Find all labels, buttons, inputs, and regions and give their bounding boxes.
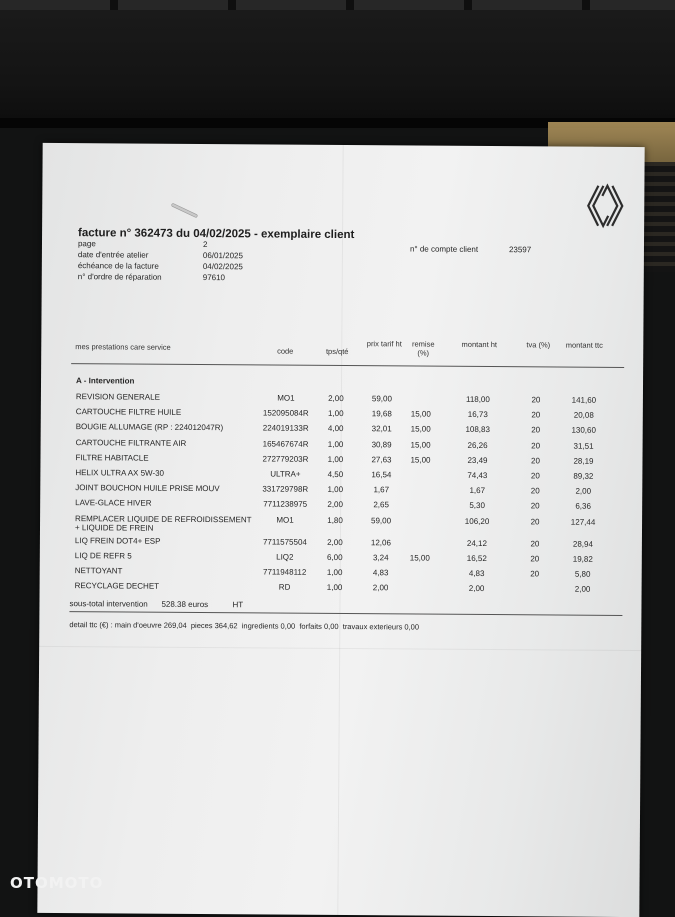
- cell-ht: 23,49: [455, 456, 499, 465]
- cell-price: 59,00: [364, 394, 400, 403]
- subtotal-rule: [69, 611, 622, 616]
- cell-label: REMPLACER LIQUIDE DE REFROIDISSEMENT: [75, 514, 252, 524]
- page-label: page: [78, 239, 96, 248]
- cell-label: LIQ DE REFR 5: [75, 551, 132, 560]
- cell-qty: 1,80: [318, 515, 352, 524]
- parts-value: 364,62: [215, 621, 238, 630]
- cell-label: REVISION GENERALE: [76, 392, 160, 402]
- cell-qty: 2,00: [318, 500, 352, 509]
- ingredients-value: 0,00: [281, 622, 296, 631]
- cell-qty: 2,00: [318, 537, 352, 546]
- repair-order-value: 97610: [203, 273, 225, 282]
- external-value: 0,00: [404, 622, 419, 631]
- external-label: travaux exterieurs: [343, 622, 403, 631]
- cell-discount: 15,00: [403, 440, 439, 449]
- cell-label: LAVE-GLACE HIVER: [75, 499, 151, 509]
- cell-vat: 20: [521, 426, 551, 435]
- cell-ht: 74,43: [455, 471, 499, 480]
- cell-qty: 4,00: [319, 424, 353, 433]
- cell-label: CARTOUCHE FILTRANTE AIR: [76, 438, 187, 448]
- cell-label-continuation: + LIQUIDE DE FREIN: [75, 523, 154, 533]
- cell-code: 272779203R: [240, 454, 330, 464]
- page-value: 2: [203, 240, 208, 249]
- invoice-sheet: [37, 143, 644, 917]
- cell-code: MO1: [240, 515, 330, 525]
- cell-discount: 15,00: [402, 455, 438, 464]
- cell-qty: 6,00: [318, 553, 352, 562]
- cell-vat: 20: [520, 471, 550, 480]
- cell-ht: 5,30: [455, 501, 499, 510]
- cell-vat: 20: [520, 554, 550, 563]
- header-amount-ttc: montant ttc: [561, 341, 607, 350]
- cell-code: RD: [240, 582, 330, 592]
- header-services: mes prestations care service: [75, 342, 171, 352]
- cell-ttc: 130,60: [562, 426, 606, 435]
- cell-label: BOUGIE ALLUMAGE (RP : 224012047R): [76, 423, 224, 433]
- cell-qty: 1,00: [318, 455, 352, 464]
- header-amount-ht: montant ht: [457, 340, 501, 349]
- cell-vat: 20: [521, 410, 551, 419]
- cell-price: 4,83: [363, 568, 399, 577]
- cell-qty: 1,00: [318, 568, 352, 577]
- cell-ttc: 2,00: [561, 585, 605, 594]
- cell-qty: 1,00: [319, 409, 353, 418]
- cell-code: 224019133R: [241, 424, 331, 434]
- cell-vat: 20: [521, 441, 551, 450]
- cell-price: 30,89: [364, 440, 400, 449]
- fold-line-vertical: [337, 145, 343, 915]
- cell-ttc: 28,19: [561, 456, 605, 465]
- cell-price: 59,00: [363, 516, 399, 525]
- cell-price: 1,67: [363, 485, 399, 494]
- subtotal-label: sous-total intervention: [69, 599, 147, 609]
- cell-price: 3,24: [363, 553, 399, 562]
- cell-discount: 15,00: [402, 553, 438, 562]
- labour-label: main d'oeuvre: [115, 620, 162, 629]
- account-value: 23597: [509, 245, 531, 254]
- repair-order-label: n° d'ordre de réparation: [78, 272, 162, 282]
- cell-ttc: 20,08: [562, 411, 606, 420]
- cell-ht: 24,12: [455, 538, 499, 547]
- cell-code: 331729798R: [240, 484, 330, 494]
- cell-ht: 2,00: [455, 584, 499, 593]
- cell-ttc: 6,36: [561, 502, 605, 511]
- cell-code: 7711238975: [240, 500, 330, 510]
- entry-date-value: 06/01/2025: [203, 251, 243, 260]
- cell-qty: 1,00: [319, 439, 353, 448]
- cell-vat: 20: [520, 517, 550, 526]
- cell-ttc: 5,80: [561, 570, 605, 579]
- parts-label: pieces: [191, 621, 213, 630]
- due-date-label: échéance de la facture: [78, 261, 159, 271]
- cell-vat: 20: [520, 456, 550, 465]
- cell-ttc: 28,94: [561, 539, 605, 548]
- detail-line: [69, 620, 419, 631]
- staple-mark-icon: [169, 200, 200, 222]
- watermark-logo: OTOMOTO: [10, 874, 103, 892]
- subtotal-value: 528.38 euros: [161, 600, 208, 609]
- subtotal-suffix: HT: [232, 600, 243, 609]
- account-label: n° de compte client: [410, 244, 478, 253]
- cell-qty: 2,00: [319, 394, 353, 403]
- entry-date-label: date d'entrée atelier: [78, 250, 149, 259]
- cell-label: HELIX ULTRA AX 5W-30: [75, 468, 164, 478]
- cell-code: 152095084R: [241, 408, 331, 418]
- cell-ttc: 141,60: [562, 396, 606, 405]
- cell-price: 16,54: [363, 470, 399, 479]
- invoice-title: facture n° 362473 du 04/02/2025 - exemplaire client: [78, 227, 354, 241]
- cell-label: NETTOYANT: [75, 566, 123, 575]
- due-date-value: 04/02/2025: [203, 262, 243, 271]
- renault-logo-icon: [586, 183, 624, 229]
- cell-label: LIQ FREIN DOT4+ ESP: [75, 536, 161, 546]
- cell-ht: 1,67: [455, 486, 499, 495]
- cell-code: MO1: [241, 393, 331, 403]
- cell-label: FILTRE HABITACLE: [75, 453, 148, 463]
- labour-value: 269,04: [164, 621, 187, 630]
- cell-ht: 118,00: [456, 395, 500, 404]
- cell-ttc: 127,44: [561, 517, 605, 526]
- cell-vat: 20: [520, 569, 550, 578]
- cell-ttc: 19,82: [561, 554, 605, 563]
- cell-label: CARTOUCHE FILTRE HUILE: [76, 407, 181, 417]
- cell-code: 7711575504: [240, 537, 330, 547]
- cell-ht: 108,83: [456, 425, 500, 434]
- cell-code: 165467674R: [241, 439, 331, 449]
- dark-background-top: [0, 0, 675, 118]
- flat-label: forfaits: [299, 622, 322, 631]
- cell-ht: 26,26: [456, 440, 500, 449]
- cell-price: 12,06: [363, 538, 399, 547]
- cell-vat: 20: [520, 502, 550, 511]
- cell-vat: 20: [520, 539, 550, 548]
- cell-price: 2,65: [363, 501, 399, 510]
- cell-price: 19,68: [364, 409, 400, 418]
- cell-vat: 20: [521, 395, 551, 404]
- cell-price: 32,01: [364, 425, 400, 434]
- cell-ttc: 2,00: [561, 487, 605, 496]
- cell-label: JOINT BOUCHON HUILE PRISE MOUV: [75, 483, 219, 493]
- ingredients-label: ingredients: [242, 621, 279, 630]
- cell-ht: 16,52: [455, 554, 499, 563]
- cell-discount: 15,00: [403, 425, 439, 434]
- cell-ttc: 89,32: [561, 472, 605, 481]
- header-discount: remise (%): [405, 339, 441, 357]
- cell-code: 7711948112: [240, 567, 330, 577]
- header-price: prix tarif ht: [366, 339, 402, 348]
- header-qty: tps/qté: [317, 347, 357, 356]
- cell-label: RECYCLAGE DECHET: [75, 581, 160, 591]
- cell-ht: 4,83: [455, 569, 499, 578]
- section-title: A - Intervention: [76, 376, 134, 385]
- flat-value: 0,00: [324, 622, 339, 631]
- cell-qty: 1,00: [318, 485, 352, 494]
- cell-discount: 15,00: [403, 410, 439, 419]
- header-rule: [71, 363, 624, 368]
- cell-ttc: 31,51: [562, 441, 606, 450]
- cell-qty: 1,00: [318, 583, 352, 592]
- cell-price: 2,00: [363, 583, 399, 592]
- keyboard-edge: [0, 0, 675, 10]
- cell-code: ULTRA+: [240, 469, 330, 479]
- cell-code: LIQ2: [240, 552, 330, 562]
- cell-qty: 4,50: [318, 470, 352, 479]
- cell-ht: 106,20: [455, 516, 499, 525]
- cell-price: 27,63: [363, 455, 399, 464]
- cell-vat: 20: [520, 486, 550, 495]
- header-vat: tva (%): [523, 340, 553, 349]
- detail-label: detail ttc (€) :: [69, 620, 112, 629]
- cell-ht: 16,73: [456, 410, 500, 419]
- header-code: code: [265, 346, 305, 355]
